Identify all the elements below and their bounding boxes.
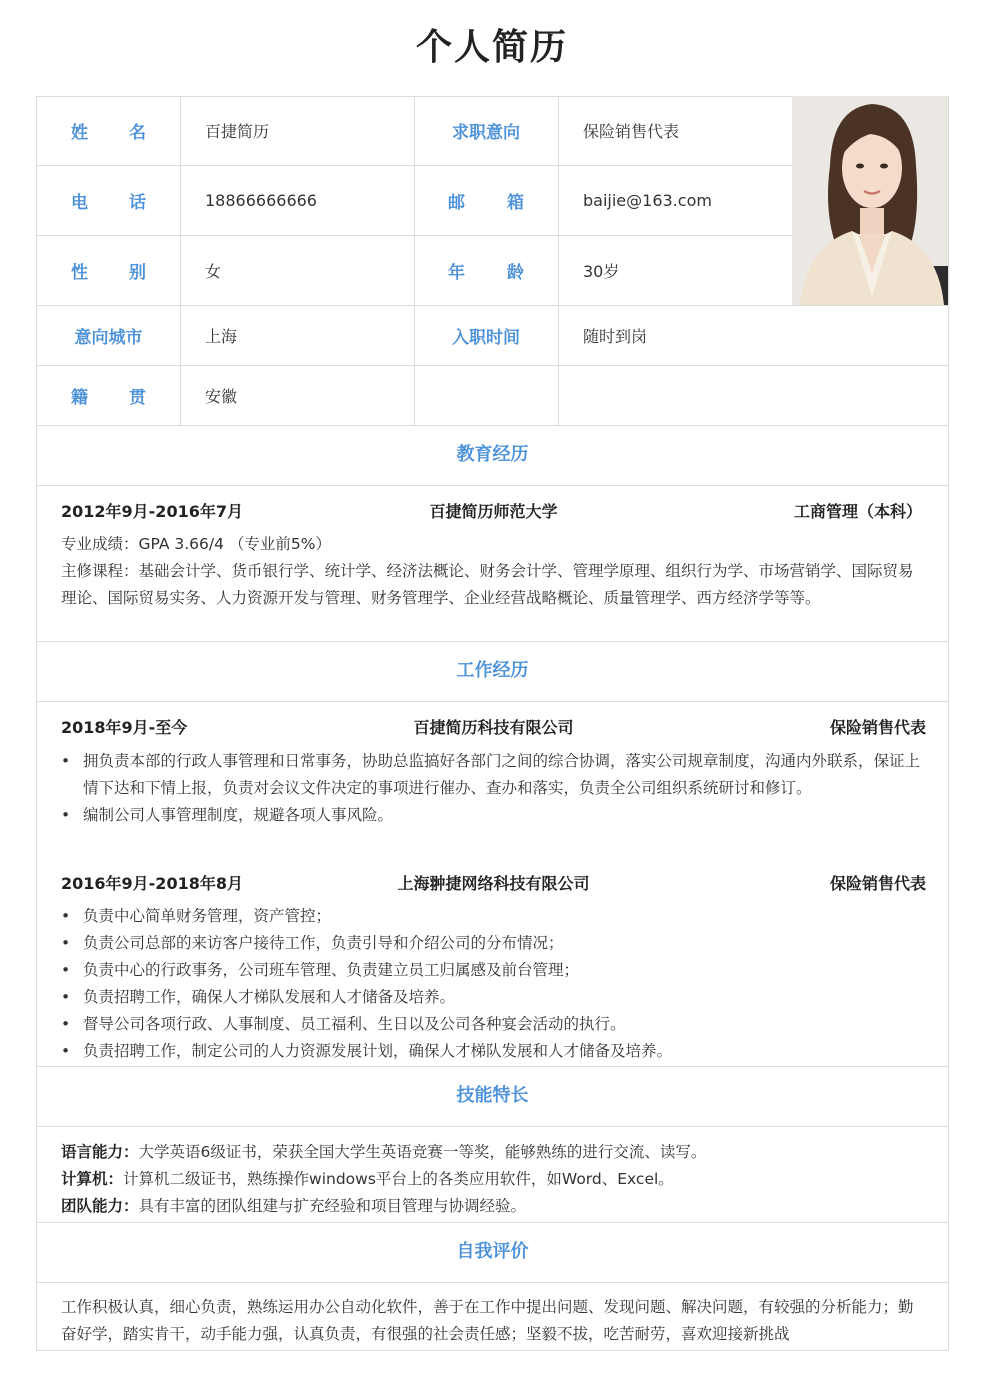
page-title: 个人简历: [415, 27, 568, 68]
origin-value: 安徽: [205, 386, 238, 406]
job-company: 上海翀捷网络科技有限公司: [397, 874, 590, 893]
education-period: 2012年9月-2016年7月: [61, 502, 243, 521]
job-header: [61, 872, 926, 896]
job-bullet-text: 负责中心简单财务管理，资产管控；: [83, 907, 332, 925]
age-label: [414, 235, 558, 305]
start-value: 随时到岗: [583, 326, 648, 346]
bullet-icon: •: [61, 934, 71, 952]
education-school: 百捷简历师范大学: [429, 502, 558, 521]
education-details: [61, 531, 926, 612]
self-eval-text: 工作积极认真，细心负责，熟练运用办公自动化软件，善于在工作中提出问题、发现问题、解决问题，有较强的分析能力；勤奋好学，踏实肯干，动手能力强，认真负责，有很强的社会责任感；坚毅不拔，吃苦耐劳，喜欢迎接新挑战: [61, 1298, 914, 1343]
skill-text: 计算机二级证书，熟练操作windows平台上的各类应用软件，如Word、Excel。: [123, 1170, 674, 1188]
gender-value: 女: [205, 261, 222, 281]
job-bullet: [61, 802, 926, 829]
education-score: 专业成绩：GPA 3.66/4 （专业前5%）: [61, 535, 332, 553]
skill-label: 语言能力：: [61, 1143, 139, 1161]
job-period: 2018年9月-至今: [61, 718, 188, 737]
resume-frame: [36, 96, 949, 1351]
job-bullet: [61, 1038, 926, 1065]
skill-text: 具有丰富的团队组建与扩充经验和项目管理与协调经验。: [138, 1197, 527, 1215]
skill-label: 计算机：: [61, 1170, 124, 1188]
grid-line: [37, 1282, 948, 1283]
skill-item: [61, 1139, 926, 1166]
start-label: 入职时间: [452, 327, 520, 348]
grid-line: [37, 1126, 948, 1127]
email-value: baijie@163.com: [583, 190, 712, 210]
age-value: 30岁: [583, 261, 620, 281]
skills-list: [61, 1139, 926, 1220]
job-bullet-text: 督导公司各项行政、人事制度、员工福利、生日以及公司各种宴会活动的执行。: [83, 1015, 626, 1033]
phone-label: [37, 165, 180, 235]
bullet-icon: •: [61, 907, 71, 925]
bullet-icon: •: [61, 961, 71, 979]
email-label-char: 邮: [448, 192, 465, 213]
job-bullet: [61, 903, 926, 930]
origin-label-char: 籍: [71, 387, 88, 408]
job-company: 百捷简历科技有限公司: [413, 718, 574, 737]
skill-item: [61, 1193, 926, 1220]
origin-label-char: 贯: [129, 387, 146, 408]
name-label: [37, 96, 180, 165]
intent-value: 保险销售代表: [583, 122, 680, 141]
job-period: 2016年9月-2018年8月: [61, 874, 243, 893]
job-bullets: [61, 748, 926, 829]
name-label-char: 名: [129, 123, 146, 143]
grid-line: [37, 701, 948, 702]
bullet-icon: •: [61, 1015, 71, 1033]
bullet-icon: •: [61, 806, 71, 824]
grid-line: [37, 485, 948, 486]
city-value: 上海: [205, 326, 238, 346]
bullet-icon: •: [61, 752, 71, 770]
job-bullet-text: 负责招聘工作，确保人才梯队发展和人才储备及培养。: [83, 988, 456, 1006]
city-label: 意向城市: [74, 327, 143, 348]
gender-label-char: 性: [71, 262, 88, 283]
phone-label-char: 话: [129, 192, 146, 213]
age-label-char: 年: [448, 262, 465, 283]
email-label-char: 箱: [507, 192, 524, 213]
skill-text: 大学英语6级证书，荣获全国大学生英语竞赛一等奖，能够熟练的进行交流、读写。: [138, 1143, 707, 1161]
origin-label: [37, 365, 180, 425]
education-courses: 主修课程：基础会计学、货币银行学、统计学、经济法概论、财务会计学、管理学原理、组织行为学、市场营销学、国际贸易理论、国际贸易实务、人力资源开发与管理、财务管理学、企业经营战略概论、质量管理学、西方经济学等等。: [61, 562, 914, 607]
job-role: 保险销售代表: [829, 874, 926, 893]
profile-photo: [792, 96, 949, 305]
education-header: [61, 500, 926, 524]
phone-label-char: 电: [71, 192, 88, 213]
education-major: 工商管理（本科）: [793, 502, 922, 521]
phone-value: 18866666666: [205, 190, 317, 210]
skill-item: [61, 1166, 926, 1193]
skills-title: 技能特长: [456, 1085, 529, 1106]
job-bullet: [61, 957, 926, 984]
job-bullets: [61, 903, 926, 1065]
job-role: 保险销售代表: [829, 718, 926, 737]
job-bullet: [61, 748, 926, 802]
bullet-icon: •: [61, 1042, 71, 1060]
self-eval-title: 自我评价: [456, 1241, 529, 1262]
job-bullet-text: 负责公司总部的来访客户接待工作，负责引导和介绍公司的分布情况；: [83, 934, 564, 952]
job-bullet: [61, 1011, 926, 1038]
job-bullet-text: 负责中心的行政事务，公司班车管理、负责建立员工归属感及前台管理；: [83, 961, 580, 979]
job-bullet-text: 负责招聘工作，制定公司的人力资源发展计划，确保人才梯队发展和人才储备及培养。: [83, 1042, 673, 1060]
intent-label: 求职意向: [452, 123, 520, 143]
name-label-char: 姓: [71, 123, 88, 143]
education-title: 教育经历: [456, 444, 529, 465]
gender-label-char: 别: [129, 262, 146, 283]
job-bullet-text: 编制公司人事管理制度，规避各项人事风险。: [83, 806, 394, 824]
skill-label: 团队能力：: [61, 1197, 139, 1215]
job-bullet: [61, 984, 926, 1011]
bullet-icon: •: [61, 988, 71, 1006]
age-label-char: 龄: [507, 262, 524, 283]
name-value: 百捷简历: [205, 122, 270, 141]
email-label: [414, 165, 558, 235]
job-bullet-text: 拥负责本部的行政人事管理和日常事务，协助总监搞好各部门之间的综合协调，落实公司规章制度，沟通内外联系，保证上情下达和下情上报，负责对会议文件决定的事项进行催办、查办和落实，负责全公司组织系统研讨和修订。: [83, 752, 921, 797]
portrait-icon: [792, 96, 949, 305]
gender-label: [37, 235, 180, 305]
job-bullet: [61, 930, 926, 957]
job-header: [61, 716, 926, 740]
work-title: 工作经历: [456, 660, 529, 681]
